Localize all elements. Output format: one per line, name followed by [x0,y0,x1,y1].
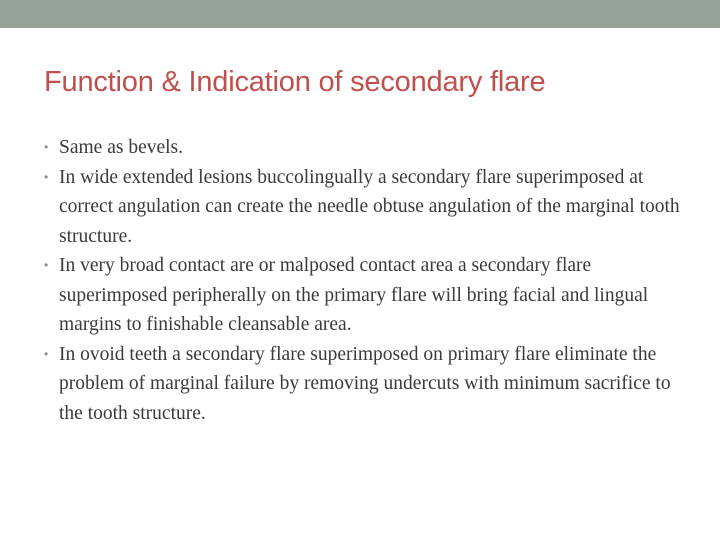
bullet-text: In ovoid teeth a secondary flare superimposed on primary flare eliminate the problem of marginal failure by removing undercuts with minimum sacrifice to the tooth structure. [59,343,671,424]
bullet-item [44,251,684,340]
top-bar [0,0,720,28]
bullet-dot: • [44,140,49,154]
bullet-item [44,340,684,429]
bullet-dot: • [44,258,49,272]
bullet-item [44,163,684,252]
bullet-dot: • [44,346,49,361]
bullet-item [44,133,684,163]
bullet-text: Same as bevels. [59,137,184,158]
bullet-text: In very broad contact are or malposed contact area a secondary flare superimposed peripherally on the primary flare will bring facial and lingual margins to finishable cleansable area. [59,255,649,335]
bullet-list [44,133,684,428]
bullet-dot: • [44,169,49,184]
bullet-text: In wide extended lesions buccolingually a secondary flare superimposed at correct angulation can create the needle obtuse angulation of the marginal tooth structure. [59,166,680,247]
slide-title: Function & Indication of secondary flare [44,66,546,98]
